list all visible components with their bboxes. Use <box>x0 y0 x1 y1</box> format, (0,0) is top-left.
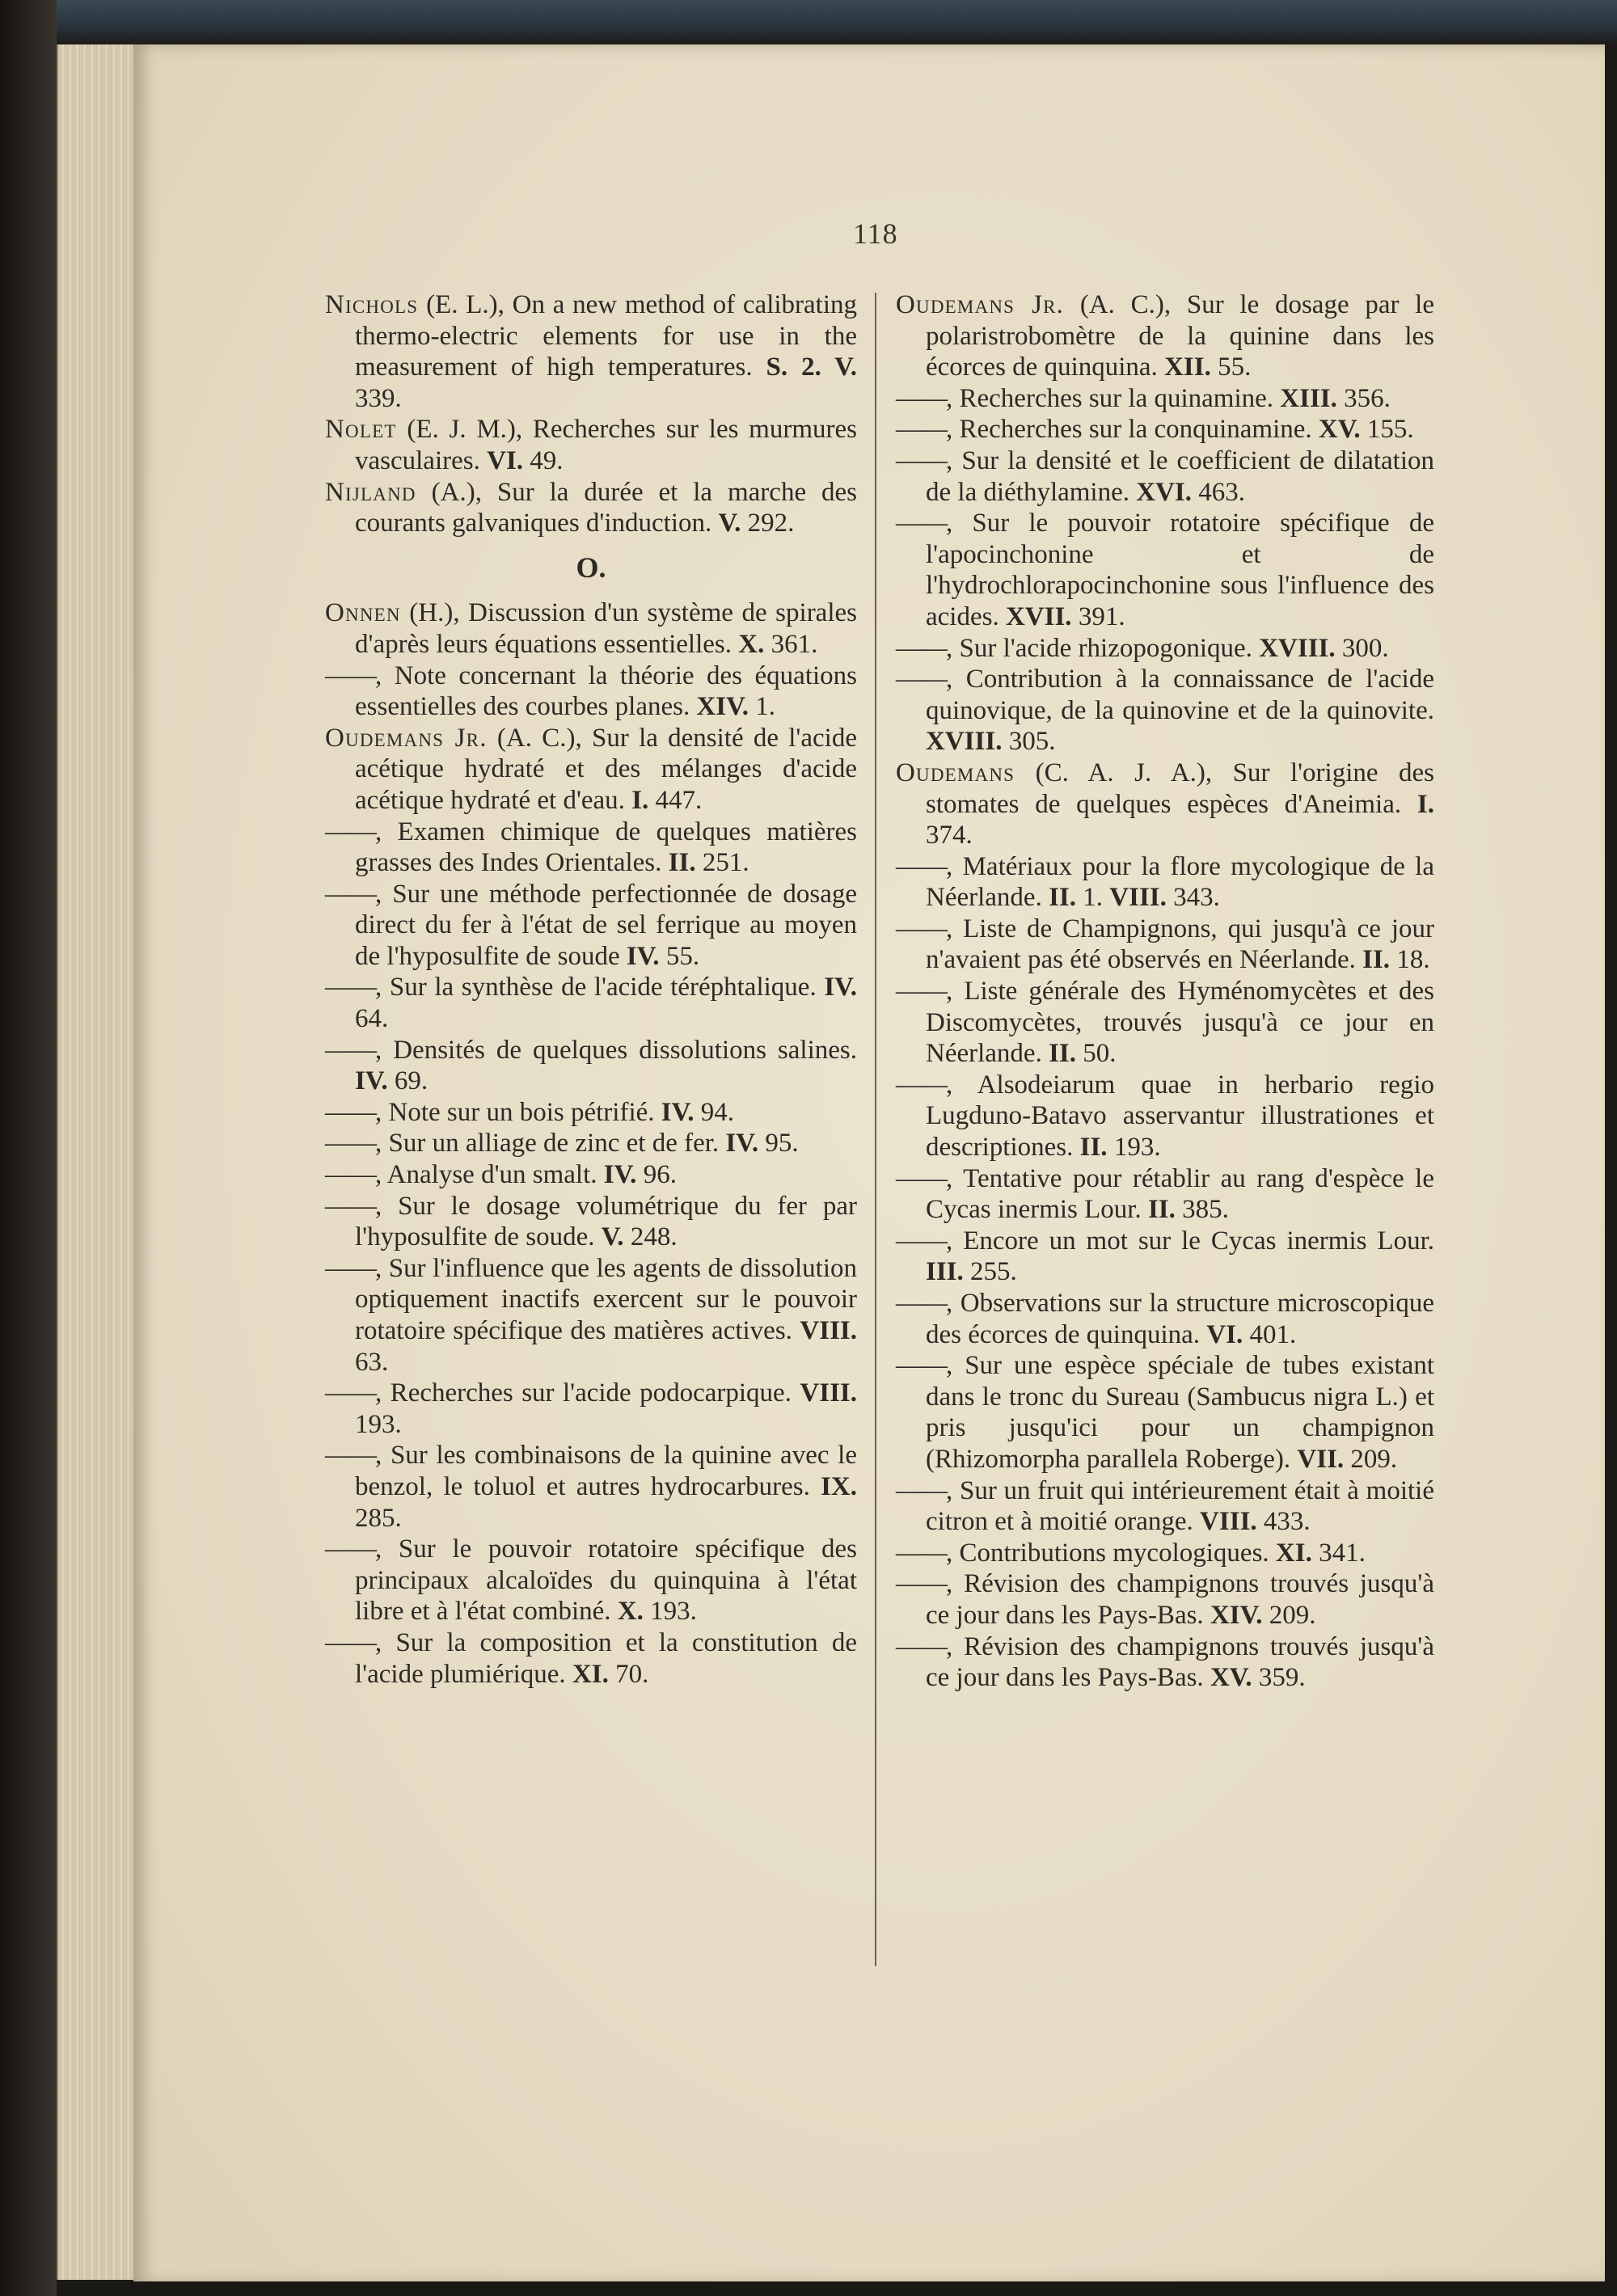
entry-volume: IV. <box>626 941 660 971</box>
entry-page: 361. <box>764 629 818 659</box>
index-entry <box>896 851 1434 914</box>
index-entry <box>896 1070 1434 1163</box>
index-entry <box>325 1627 857 1690</box>
index-entry <box>325 817 857 879</box>
index-entry <box>325 1191 857 1253</box>
entry-volume: XVIII. <box>926 727 1003 757</box>
entry-title: , Sur la densité et le coefficient de dilatation de la diéthylamine. <box>926 445 1434 507</box>
index-entry <box>325 1253 857 1378</box>
entry-author: Onnen <box>325 598 401 628</box>
index-entry <box>325 414 857 476</box>
entry-volume: XIV. <box>696 692 749 722</box>
entry-page: 49. <box>523 445 564 475</box>
entry-author: Oudemans Jr. <box>896 290 1065 319</box>
entry-page: 18. <box>1390 945 1430 975</box>
ditto-dash: —— <box>325 661 375 690</box>
entry-volume: XV. <box>1210 1663 1252 1693</box>
ditto-dash: —— <box>896 1569 946 1599</box>
entry-page: 356. <box>1336 383 1391 413</box>
ditto-dash: —— <box>325 1534 375 1564</box>
entry-title: , Sur l'influence que les agents de dissolution optiquement inactifs exercent sur le pouvoir rotatoire spécifique des matières actives. <box>355 1253 857 1345</box>
entry-volume: XIV. <box>1210 1600 1263 1630</box>
ditto-dash: —— <box>325 1160 375 1190</box>
entry-title: (E. L.), On a new method of calibrating thermo-electric elements for use in the measurement of high temperatures. <box>355 290 857 382</box>
entry-volume: XVII. <box>1005 601 1072 631</box>
entry-title: , Examen chimique de quelques matières grasses des Indes Orientales. <box>355 817 857 878</box>
entry-volume-second: VIII. <box>1109 883 1167 913</box>
entry-title: , Matériaux pour la flore mycologique de la Néerlande. <box>926 851 1434 913</box>
entry-title: , Densités de quelques dissolutions salines. <box>375 1035 857 1065</box>
entry-page: 433. <box>1256 1507 1311 1537</box>
entry-volume: VI. <box>487 445 524 475</box>
entry-page: 70. <box>608 1659 649 1689</box>
entry-volume: XIII. <box>1280 383 1337 413</box>
entry-page: 64. <box>355 1004 389 1034</box>
entry-volume: XVI. <box>1136 477 1193 507</box>
entry-title: , Analyse d'un smalt. <box>375 1160 604 1190</box>
entry-title: , Sur le pouvoir rotatoire spécifique des principaux alcaloïdes du quinquina à l'état libre et à l'état combiné. <box>355 1534 857 1627</box>
index-entry <box>325 477 857 539</box>
entry-title: , Révision des champignons trouvés jusqu'à ce jour dans les Pays-Bas. <box>926 1631 1434 1693</box>
ditto-dash: —— <box>325 973 375 1002</box>
index-entry <box>896 289 1434 383</box>
entry-page: 50. <box>1076 1039 1117 1069</box>
entry-volume: XV. <box>1318 415 1361 445</box>
entry-volume: II. <box>1049 883 1077 913</box>
ditto-dash: —— <box>896 665 946 694</box>
left-column <box>325 289 857 1690</box>
entry-title: , Révision des champignons trouvés jusqu'à ce jour dans les Pays-Bas. <box>926 1569 1434 1630</box>
entry-page: 305. <box>1002 727 1056 757</box>
index-entry <box>896 976 1434 1070</box>
entry-title: (H.), Discussion d'un système de spirales d'après leurs équations essentielles. <box>355 598 857 659</box>
entry-title: , Observations sur la structure microscopique des écorces de quinquina. <box>926 1289 1434 1349</box>
entry-volume: IX. <box>821 1471 857 1501</box>
entry-title: , Sur l'acide rhizopogonique. <box>946 633 1260 663</box>
index-entry <box>896 1538 1434 1569</box>
entry-page: 193. <box>643 1597 697 1627</box>
index-entry <box>896 414 1434 445</box>
entry-volume: X. <box>617 1597 644 1627</box>
ditto-dash: —— <box>896 1538 946 1568</box>
index-entry <box>325 1035 857 1097</box>
ditto-dash: —— <box>896 509 946 538</box>
entry-volume: V. <box>601 1222 624 1252</box>
ditto-dash: —— <box>896 977 946 1007</box>
index-entry <box>896 914 1434 976</box>
ditto-dash: —— <box>896 445 946 475</box>
entry-title: , Contribution à la connaissance de l'acide quinovique, de la quinovine et de la quinovite. <box>926 665 1434 725</box>
index-entry <box>325 1440 857 1534</box>
entry-page: 209. <box>1344 1444 1398 1474</box>
index-entry <box>896 1163 1434 1226</box>
entry-volume: VII. <box>1297 1444 1345 1474</box>
ditto-dash: —— <box>896 1226 946 1256</box>
entry-volume: X. <box>738 629 765 659</box>
entry-title: , Liste générale des Hyménomycètes et des Discomycètes, trouvés jusqu'à ce jour en Néerlande. <box>926 977 1434 1069</box>
ditto-dash: —— <box>896 1163 946 1193</box>
index-entry <box>325 879 857 973</box>
entry-title: , Note concernant la théorie des équations essentielles des courbes planes. <box>355 661 857 722</box>
entry-volume: XI. <box>572 1659 609 1689</box>
entry-page: 1. <box>1076 883 1110 913</box>
entry-page: 193. <box>355 1409 402 1439</box>
entry-title: , Encore un mot sur le Cycas inermis Lour. <box>946 1226 1434 1256</box>
entry-page: 55. <box>659 941 700 971</box>
entry-volume: IV. <box>725 1129 759 1159</box>
entry-volume: II. <box>1147 1195 1176 1225</box>
index-entry <box>896 1631 1434 1694</box>
right-column <box>896 289 1434 1694</box>
entry-title: , Sur un fruit qui intérieurement était à moitié citron et à moitié orange. <box>926 1475 1434 1537</box>
entry-volume: VI. <box>1206 1319 1243 1349</box>
entry-volume: IV. <box>603 1160 637 1190</box>
ditto-dash: —— <box>896 383 946 413</box>
book-top-edge <box>0 0 1617 44</box>
ditto-dash: —— <box>325 1378 375 1408</box>
column-divider <box>875 293 876 1966</box>
ditto-dash: —— <box>325 879 375 909</box>
index-entry <box>325 1534 857 1627</box>
index-entry <box>325 972 857 1034</box>
entry-author: Nijland <box>325 477 416 507</box>
entry-author: Nolet <box>325 415 397 445</box>
entry-title: (A. C.), Sur la densité de l'acide acétique hydraté et des mélanges d'acide acétique hydraté et d'eau. <box>355 723 857 815</box>
entry-title: (C. A. J. A.), Sur l'origine des stomates de quelques espèces d'Aneimia. <box>926 758 1434 819</box>
entry-page: 292. <box>741 509 795 538</box>
ditto-dash: —— <box>325 1129 375 1159</box>
entry-volume: S. 2. V. <box>766 352 858 382</box>
entry-volume: XI. <box>1275 1538 1312 1568</box>
ditto-dash: —— <box>896 415 946 445</box>
entry-page: 248. <box>623 1222 678 1252</box>
entry-author: Nichols <box>325 290 419 319</box>
entry-title: , Recherches sur la quinamine. <box>946 383 1281 413</box>
entry-title: , Alsodeiarum quae in herbario regio Lugduno-Batavo asservantur illustrationes et descriptiones. <box>926 1070 1434 1163</box>
entry-page: 94. <box>694 1097 734 1127</box>
index-entry <box>896 1568 1434 1631</box>
entry-title: , Sur la composition et la constitution de l'acide plumiérique. <box>355 1627 857 1689</box>
entry-volume: II. <box>668 848 696 878</box>
ditto-dash: —— <box>896 1475 946 1505</box>
entry-volume: XII. <box>1164 352 1211 382</box>
ditto-dash: —— <box>325 1627 375 1657</box>
ditto-dash: —— <box>325 1441 375 1471</box>
entry-title: (A.), Sur la durée et la marche des courants galvaniques d'induction. <box>355 477 857 538</box>
entry-page: 69. <box>387 1066 429 1096</box>
index-entry <box>325 1128 857 1159</box>
entry-page: 251. <box>695 848 749 878</box>
entry-title: , Sur les combinaisons de la quinine avec le benzol, le toluol et autres hydrocarbures. <box>355 1441 857 1501</box>
index-entry <box>325 723 857 817</box>
ditto-dash: —— <box>325 1097 375 1127</box>
entry-title: , Sur un alliage de zinc et de fer. <box>375 1129 726 1159</box>
index-entry <box>325 661 857 723</box>
entry-volume: VIII. <box>800 1378 857 1408</box>
entry-page: 1. <box>748 692 775 722</box>
entry-title: , Sur la synthèse de l'acide téréphtalique. <box>375 973 825 1002</box>
entry-page: 463. <box>1192 477 1246 507</box>
entry-page: 374. <box>926 821 973 850</box>
entry-volume: VIII. <box>1200 1507 1257 1537</box>
entry-title: , Recherches sur la conquinamine. <box>946 415 1319 445</box>
entry-title: , Contributions mycologiques. <box>946 1538 1276 1568</box>
book-binding <box>0 0 57 2296</box>
entry-page: 447. <box>648 785 703 815</box>
index-entry <box>896 1350 1434 1475</box>
entry-volume: IV. <box>824 973 857 1002</box>
ditto-dash: —— <box>325 1191 375 1221</box>
entry-page: 391. <box>1071 601 1125 631</box>
entry-volume: II. <box>1079 1133 1108 1163</box>
index-entry <box>896 383 1434 415</box>
entry-title: , Sur le dosage volumétrique du fer par l'hyposulfite de soude. <box>355 1191 857 1252</box>
entry-page-second: 343. <box>1166 883 1220 913</box>
book-bottom-edge <box>57 2281 1617 2296</box>
index-entry <box>896 1475 1434 1538</box>
index-entry <box>325 1097 857 1129</box>
entry-volume: III. <box>926 1257 964 1287</box>
entry-page: 359. <box>1252 1663 1306 1693</box>
index-entry <box>896 1288 1434 1350</box>
entry-title: (E. J. M.), Recherches sur les murmures vasculaires. <box>355 415 857 475</box>
entry-volume: VIII. <box>800 1316 857 1345</box>
entry-page: 300. <box>1335 633 1389 663</box>
index-entry <box>896 633 1434 665</box>
ditto-dash: —— <box>896 1289 946 1318</box>
entry-title: , Recherches sur l'acide podocarpique. <box>375 1378 800 1408</box>
entry-page: 96. <box>636 1160 677 1190</box>
entry-author: Oudemans <box>896 758 1015 787</box>
entry-author: Oudemans Jr. <box>325 723 488 753</box>
entry-page: 209. <box>1262 1600 1316 1630</box>
index-entry <box>896 1226 1434 1288</box>
entry-page: 55. <box>1210 352 1252 382</box>
index-entry <box>896 445 1434 508</box>
entry-page: 401. <box>1243 1319 1297 1349</box>
entry-page: 193. <box>1107 1133 1161 1163</box>
index-entry <box>896 508 1434 632</box>
ditto-dash: —— <box>325 1035 375 1065</box>
entry-volume: II. <box>1362 945 1391 975</box>
entry-title: , Tentative pour rétablir au rang d'espèce le Cycas inermis Lour. <box>926 1163 1434 1225</box>
index-entry <box>325 1378 857 1440</box>
index-entry <box>325 1159 857 1191</box>
entry-page: 155. <box>1360 415 1414 445</box>
ditto-dash: —— <box>896 1351 946 1381</box>
entry-volume: I. <box>1416 789 1434 819</box>
index-entry <box>325 289 857 414</box>
entry-title: , Sur une méthode perfectionnée de dosage direct du fer à l'état de sel ferrique au moyen de l'hyposulfite de soude <box>355 879 857 971</box>
entry-title: , Sur le pouvoir rotatoire spécifique de l'apocinchonine et de l'hydrochlorapocinchonine sous l'influence des acides. <box>926 509 1434 631</box>
ditto-dash: —— <box>896 1631 946 1661</box>
ditto-dash: —— <box>325 817 375 846</box>
entry-page: 95. <box>758 1129 799 1159</box>
index-entry <box>896 664 1434 758</box>
page-number: 118 <box>853 217 898 250</box>
section-heading: O. <box>576 551 606 584</box>
ditto-dash: —— <box>325 1253 375 1283</box>
entry-volume: IV. <box>355 1066 388 1096</box>
entry-volume: XVIII. <box>1259 633 1336 663</box>
index-entry <box>325 597 857 660</box>
entry-title: , Sur une espèce spéciale de tubes existant dans le tronc du Sureau (Sambucus nigra L.) et pris jusqu'ici pour un champignon (Rhizomorpha parallela Roberge). <box>926 1351 1434 1474</box>
entry-title: , Note sur un bois pétrifié. <box>375 1097 661 1127</box>
entry-volume: II. <box>1049 1039 1077 1069</box>
index-entry <box>896 758 1434 851</box>
entry-volume: V. <box>718 509 741 538</box>
entry-page: 339. <box>355 383 402 413</box>
ditto-dash: —— <box>896 914 946 943</box>
ditto-dash: —— <box>896 851 946 881</box>
entry-page: 255. <box>963 1257 1017 1287</box>
entry-page: 285. <box>355 1503 402 1533</box>
entry-page: 385. <box>1175 1195 1229 1225</box>
ditto-dash: —— <box>896 633 946 663</box>
entry-page: 63. <box>355 1347 389 1377</box>
entry-volume: I. <box>631 785 649 815</box>
entry-page: 341. <box>1311 1538 1366 1568</box>
entry-title: (A. C.), Sur le dosage par le polaristrobomètre de la quinine dans les écorces de quinquina. <box>926 290 1434 382</box>
ditto-dash: —— <box>896 1070 946 1099</box>
entry-title: , Liste de Champignons, qui jusqu'à ce jour n'avaient pas été observés en Néerlande. <box>926 914 1434 975</box>
entry-volume: IV. <box>661 1097 695 1127</box>
